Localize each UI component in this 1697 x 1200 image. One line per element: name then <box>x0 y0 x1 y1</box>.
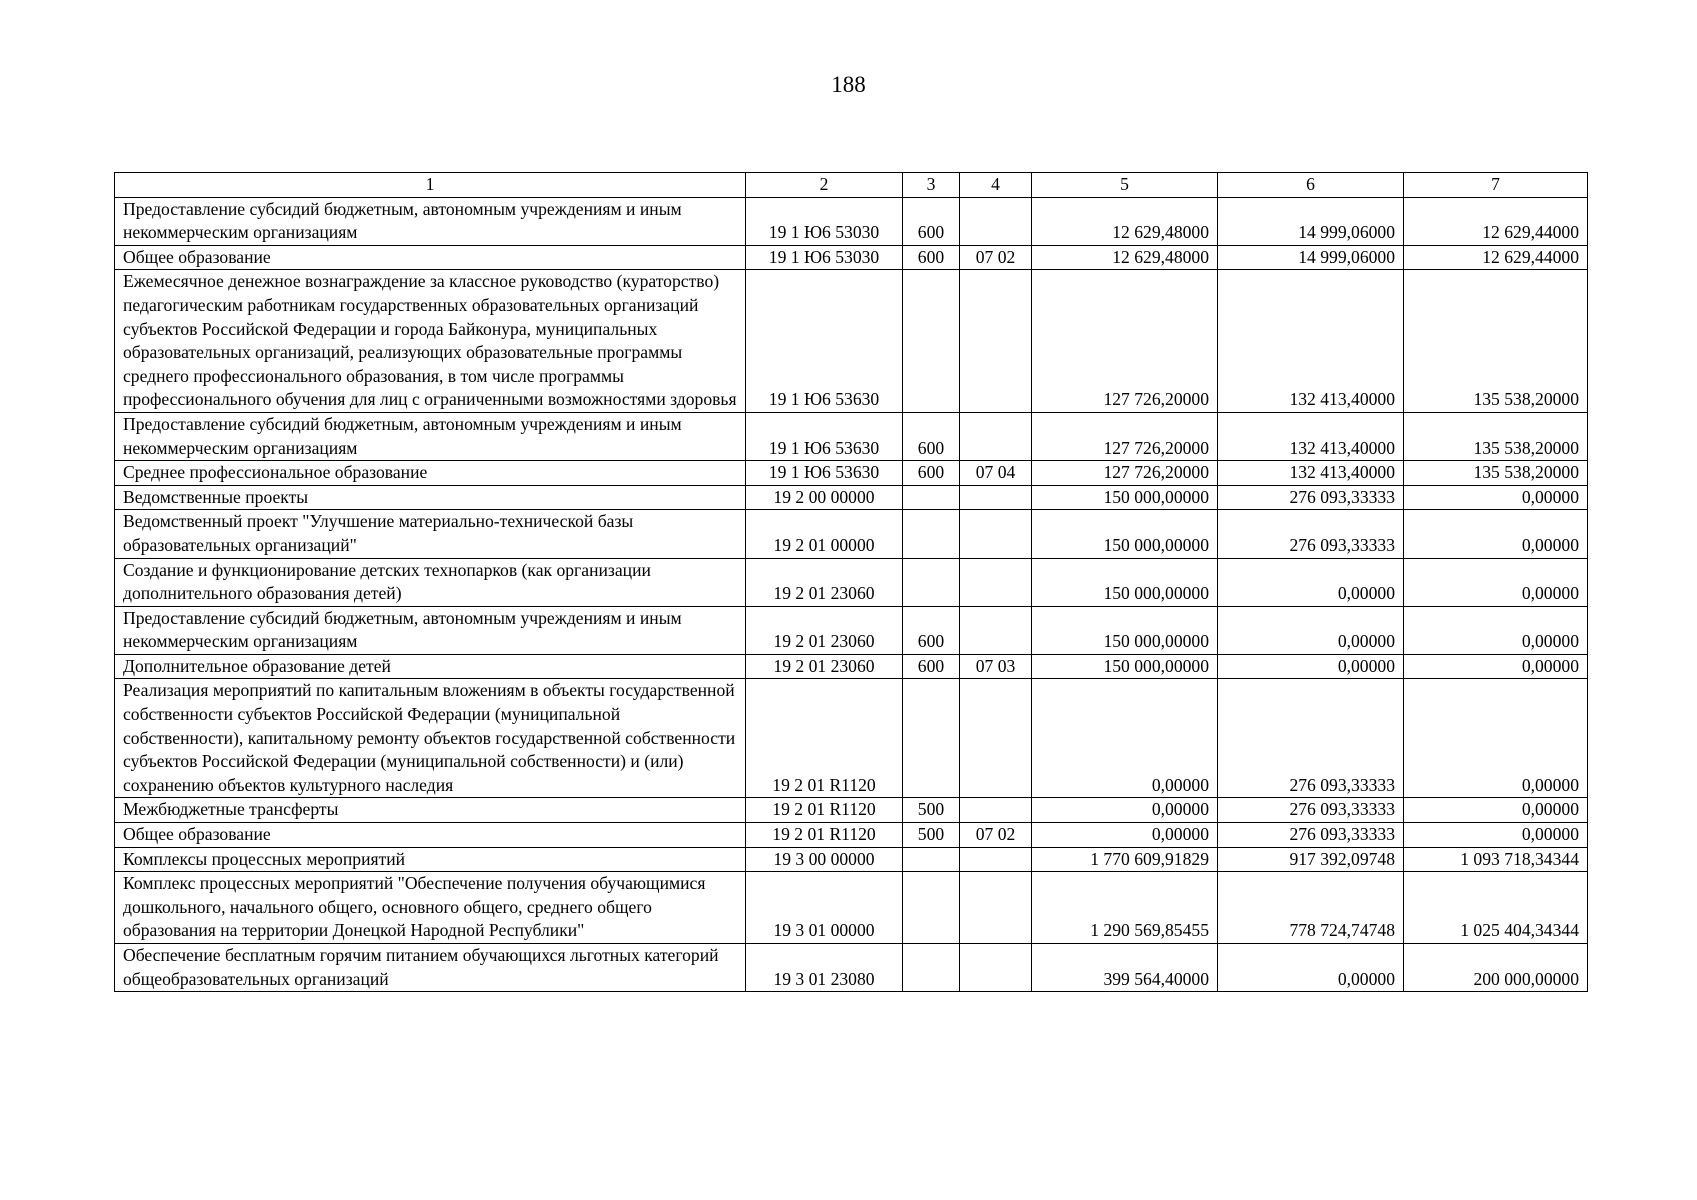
row-expense-type-cell <box>903 872 960 944</box>
row-amount-col7-cell: 12 629,44000 <box>1404 197 1588 245</box>
row-expense-type-cell: 600 <box>903 245 960 270</box>
row-amount-col6-cell: 0,00000 <box>1218 654 1404 679</box>
row-amount-col7-cell: 1 093 718,34344 <box>1404 847 1588 872</box>
row-amount-col6-cell: 276 093,33333 <box>1218 510 1404 558</box>
row-amount-col7-cell: 0,00000 <box>1404 823 1588 848</box>
row-amount-col7-cell: 0,00000 <box>1404 606 1588 654</box>
row-amount-col5-cell: 150 000,00000 <box>1032 654 1218 679</box>
row-section-cell <box>960 798 1032 823</box>
row-expense-type-cell: 600 <box>903 654 960 679</box>
row-amount-col7-cell: 200 000,00000 <box>1404 944 1588 992</box>
row-amount-col7-cell: 1 025 404,34344 <box>1404 872 1588 944</box>
row-section-cell <box>960 944 1032 992</box>
row-amount-col6-cell: 276 093,33333 <box>1218 679 1404 798</box>
row-amount-col5-cell: 0,00000 <box>1032 798 1218 823</box>
table-row <box>115 558 1588 606</box>
row-amount-col7-cell: 135 538,20000 <box>1404 412 1588 460</box>
budget-table <box>114 172 1588 992</box>
row-name-cell: Предоставление субсидий бюджетным, автономным учреждениям и иным некоммерческим организациям <box>115 197 746 245</box>
row-amount-col7-cell: 135 538,20000 <box>1404 461 1588 486</box>
row-amount-col6-cell: 276 093,33333 <box>1218 485 1404 510</box>
row-name-cell: Создание и функционирование детских технопарков (как организации дополнительного образования детей) <box>115 558 746 606</box>
row-name-cell: Предоставление субсидий бюджетным, автономным учреждениям и иным некоммерческим организациям <box>115 412 746 460</box>
row-amount-col7-cell: 0,00000 <box>1404 510 1588 558</box>
row-expense-type-cell <box>903 485 960 510</box>
header-col-5: 5 <box>1032 173 1218 198</box>
row-code-cell: 19 1 Ю6 53030 <box>746 197 903 245</box>
row-name-cell: Комплекс процессных мероприятий "Обеспечение получения обучающимися дошкольного, начального общего, основного общего, среднего общего образования на территории Донецкой Народной Республики" <box>115 872 746 944</box>
row-amount-col5-cell: 150 000,00000 <box>1032 510 1218 558</box>
row-code-cell: 19 1 Ю6 53630 <box>746 270 903 413</box>
table-row <box>115 606 1588 654</box>
row-code-cell: 19 2 01 R1120 <box>746 823 903 848</box>
row-code-cell: 19 1 Ю6 53030 <box>746 245 903 270</box>
row-amount-col6-cell: 132 413,40000 <box>1218 412 1404 460</box>
row-amount-col5-cell: 127 726,20000 <box>1032 270 1218 413</box>
table-row <box>115 679 1588 798</box>
row-amount-col5-cell: 0,00000 <box>1032 679 1218 798</box>
row-amount-col6-cell: 132 413,40000 <box>1218 461 1404 486</box>
table-row <box>115 823 1588 848</box>
row-amount-col7-cell: 0,00000 <box>1404 798 1588 823</box>
row-amount-col5-cell: 1 290 569,85455 <box>1032 872 1218 944</box>
row-name-cell: Ведомственный проект "Улучшение материально-технической базы образовательных организаций" <box>115 510 746 558</box>
row-amount-col6-cell: 0,00000 <box>1218 606 1404 654</box>
row-section-cell <box>960 872 1032 944</box>
row-name-cell: Предоставление субсидий бюджетным, автономным учреждениям и иным некоммерческим организациям <box>115 606 746 654</box>
row-amount-col7-cell: 0,00000 <box>1404 485 1588 510</box>
table-row <box>115 197 1588 245</box>
row-name-cell: Ежемесячное денежное вознаграждение за классное руководство (кураторство) педагогическим работникам государственных образовательных организаций субъектов Российской Федерации и города Байконура, муниципальных образовательных организаций, реализующих образовательные программы среднего профессионального образования, в том числе программы профессионального обучения для лиц с ограниченными возможностями здоровья <box>115 270 746 413</box>
table-row <box>115 510 1588 558</box>
row-section-cell <box>960 606 1032 654</box>
row-amount-col6-cell: 132 413,40000 <box>1218 270 1404 413</box>
header-col-2: 2 <box>746 173 903 198</box>
row-name-cell: Дополнительное образование детей <box>115 654 746 679</box>
row-name-cell: Ведомственные проекты <box>115 485 746 510</box>
row-code-cell: 19 2 01 R1120 <box>746 679 903 798</box>
row-expense-type-cell <box>903 510 960 558</box>
row-expense-type-cell: 600 <box>903 197 960 245</box>
row-code-cell: 19 3 01 00000 <box>746 872 903 944</box>
row-amount-col7-cell: 0,00000 <box>1404 679 1588 798</box>
row-amount-col6-cell: 0,00000 <box>1218 944 1404 992</box>
row-name-cell: Обеспечение бесплатным горячим питанием обучающихся льготных категорий общеобразовательных организаций <box>115 944 746 992</box>
table-body <box>115 197 1588 992</box>
table-header-row <box>115 173 1588 198</box>
table-row <box>115 847 1588 872</box>
row-amount-col6-cell: 0,00000 <box>1218 558 1404 606</box>
row-amount-col7-cell: 0,00000 <box>1404 558 1588 606</box>
header-col-4: 4 <box>960 173 1032 198</box>
row-expense-type-cell: 600 <box>903 412 960 460</box>
row-name-cell: Межбюджетные трансферты <box>115 798 746 823</box>
table-row <box>115 485 1588 510</box>
row-section-cell <box>960 510 1032 558</box>
row-name-cell: Общее образование <box>115 823 746 848</box>
table-row <box>115 245 1588 270</box>
row-amount-col5-cell: 127 726,20000 <box>1032 412 1218 460</box>
row-code-cell: 19 2 01 23060 <box>746 606 903 654</box>
page-number: 188 <box>831 72 866 97</box>
row-section-cell <box>960 197 1032 245</box>
row-amount-col5-cell: 12 629,48000 <box>1032 197 1218 245</box>
row-code-cell: 19 2 00 00000 <box>746 485 903 510</box>
row-expense-type-cell <box>903 270 960 413</box>
row-section-cell <box>960 679 1032 798</box>
row-name-cell: Комплексы процессных мероприятий <box>115 847 746 872</box>
table-row <box>115 654 1588 679</box>
row-section-cell <box>960 485 1032 510</box>
row-expense-type-cell: 600 <box>903 461 960 486</box>
row-code-cell: 19 2 01 00000 <box>746 510 903 558</box>
header-col-3: 3 <box>903 173 960 198</box>
table-row <box>115 944 1588 992</box>
row-code-cell: 19 3 01 23080 <box>746 944 903 992</box>
row-section-cell: 07 04 <box>960 461 1032 486</box>
header-col-6: 6 <box>1218 173 1404 198</box>
row-expense-type-cell: 500 <box>903 823 960 848</box>
row-expense-type-cell: 600 <box>903 606 960 654</box>
row-amount-col5-cell: 150 000,00000 <box>1032 485 1218 510</box>
row-amount-col5-cell: 150 000,00000 <box>1032 606 1218 654</box>
row-code-cell: 19 3 00 00000 <box>746 847 903 872</box>
table-row <box>115 461 1588 486</box>
row-amount-col5-cell: 127 726,20000 <box>1032 461 1218 486</box>
row-section-cell <box>960 270 1032 413</box>
row-amount-col5-cell: 0,00000 <box>1032 823 1218 848</box>
row-section-cell <box>960 847 1032 872</box>
row-expense-type-cell <box>903 558 960 606</box>
table-row <box>115 270 1588 413</box>
row-amount-col6-cell: 917 392,09748 <box>1218 847 1404 872</box>
row-name-cell: Среднее профессиональное образование <box>115 461 746 486</box>
row-amount-col6-cell: 14 999,06000 <box>1218 245 1404 270</box>
row-amount-col6-cell: 778 724,74748 <box>1218 872 1404 944</box>
row-amount-col5-cell: 150 000,00000 <box>1032 558 1218 606</box>
row-section-cell <box>960 558 1032 606</box>
table-row <box>115 872 1588 944</box>
row-amount-col7-cell: 135 538,20000 <box>1404 270 1588 413</box>
row-expense-type-cell <box>903 679 960 798</box>
row-expense-type-cell <box>903 944 960 992</box>
row-code-cell: 19 2 01 23060 <box>746 558 903 606</box>
row-amount-col5-cell: 12 629,48000 <box>1032 245 1218 270</box>
header-col-7: 7 <box>1404 173 1588 198</box>
row-section-cell <box>960 412 1032 460</box>
row-amount-col7-cell: 12 629,44000 <box>1404 245 1588 270</box>
row-amount-col6-cell: 14 999,06000 <box>1218 197 1404 245</box>
table-row <box>115 798 1588 823</box>
table-row <box>115 412 1588 460</box>
header-col-1: 1 <box>115 173 746 198</box>
row-code-cell: 19 1 Ю6 53630 <box>746 461 903 486</box>
row-expense-type-cell <box>903 847 960 872</box>
row-amount-col6-cell: 276 093,33333 <box>1218 823 1404 848</box>
row-amount-col5-cell: 1 770 609,91829 <box>1032 847 1218 872</box>
row-section-cell: 07 02 <box>960 245 1032 270</box>
row-amount-col6-cell: 276 093,33333 <box>1218 798 1404 823</box>
row-code-cell: 19 2 01 R1120 <box>746 798 903 823</box>
row-section-cell: 07 02 <box>960 823 1032 848</box>
row-code-cell: 19 1 Ю6 53630 <box>746 412 903 460</box>
row-amount-col5-cell: 399 564,40000 <box>1032 944 1218 992</box>
row-section-cell: 07 03 <box>960 654 1032 679</box>
row-name-cell: Реализация мероприятий по капитальным вложениям в объекты государственной собственности субъектов Российской Федерации (муниципальной собственности), капитальному ремонту объектов государственной собственности субъектов Российской Федерации (муниципальной собственности) и (или) сохранению объектов культурного наследия <box>115 679 746 798</box>
row-expense-type-cell: 500 <box>903 798 960 823</box>
row-name-cell: Общее образование <box>115 245 746 270</box>
row-code-cell: 19 2 01 23060 <box>746 654 903 679</box>
row-amount-col7-cell: 0,00000 <box>1404 654 1588 679</box>
